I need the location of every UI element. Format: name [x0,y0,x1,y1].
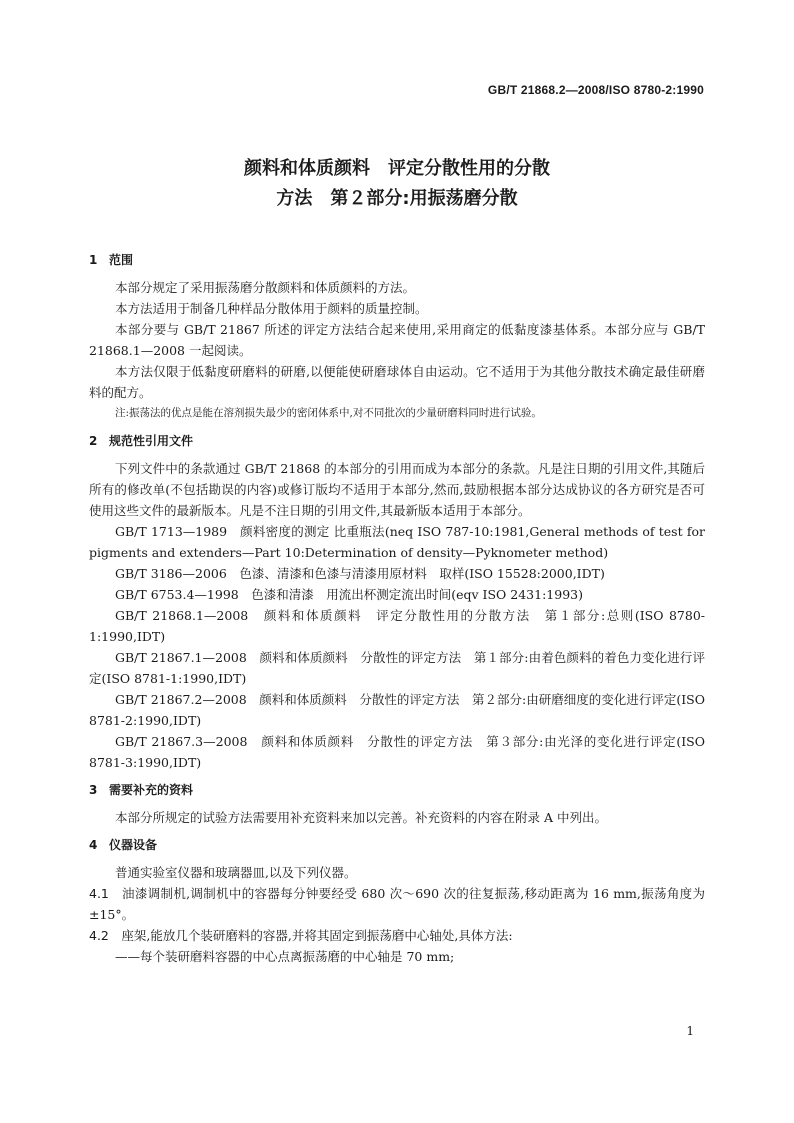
section-title: 仪器设备 [109,838,158,852]
reference-item: GB/T 21867.1—2008 颜料和体质颜料 分散性的评定方法 第１部分:由着色颜料的着色力变化进行评定(ISO 8781-1:1990,IDT) [89,650,705,686]
paragraph: 本方法仅限于低黏度研磨料的研磨,以便能使研磨球体自由运动。它不适用于为其他分散技术确定最佳研磨料的配方。 [89,364,705,400]
reference-item: GB/T 21867.2—2008 颜料和体质颜料 分散性的评定方法 第２部分:由研磨细度的变化进行评定(ISO 8781-2:1990,IDT) [89,692,705,728]
paragraph: 本部分所规定的试验方法需要用补充资料来加以完善。补充资料的内容在附录 A 中列出。 [115,810,607,825]
paragraph: 普通实验室仪器和玻璃器皿,以及下列仪器。 [115,865,357,880]
reference-item: GB/T 1713—1989 颜料密度的测定 比重瓶法(neq ISO 787-10:1981,General methods of test for pigments and extenders—Part 10:Determination of density—Pyknometer method) [89,524,705,560]
reference-item: GB/T 21867.3—2008 颜料和体质颜料 分散性的评定方法 第３部分:由光泽的变化进行评定(ISO 8781-3:1990,IDT) [89,734,705,770]
paragraph: 本部分规定了采用振荡磨分散颜料和体质颜料的方法。 [115,280,416,295]
document-title-line1: 颜料和体质颜料 评定分散性用的分散 [244,158,550,179]
reference-item: GB/T 6753.4—1998 色漆和清漆 用流出杯测定流出时间(eqv ISO 2431:1993) [115,587,583,602]
reference-item: GB/T 21868.1—2008 颜料和体质颜料 评定分散性用的分散方法 第１部分:总则(ISO 8780-1:1990,IDT) [89,608,705,644]
document-body [89,251,705,967]
section-4-heading [89,836,705,854]
reference-item: GB/T 3186—2006 色漆、清漆和色漆与清漆用原材料 取样(ISO 15528:2000,IDT) [115,566,605,581]
clause-number: 4.1 [89,886,109,901]
section-3-heading [89,781,705,799]
section-title: 需要补充的资料 [109,783,194,797]
section-number: 2 [89,434,98,448]
clause-4-1 [89,883,705,925]
section-title: 范围 [109,253,134,267]
clause-4-2 [89,925,705,946]
paragraph: 下列文件中的条款通过 GB/T 21868 的本部分的引用而成为本部分的条款。凡是注日期的引用文件,其随后所有的修改单(不包括勘误的内容)或修订版均不适用于本部分,然而,鼓励根据本部分达成协议的各方研究是否可使用这些文件的最新版本。凡是不注日期的引用文件,其最新版本适用于本部分。 [89,461,705,518]
clause-number: 4.2 [89,928,109,943]
note: 注:振荡法的优点是能在溶剂损失最少的密闭体系中,对不同批次的少量研磨料同时进行试验。 [115,407,542,419]
section-title: 规范性引用文件 [109,434,194,448]
section-2-heading [89,432,705,450]
section-number: 4 [89,838,98,852]
clause-text: 座架,能放几个装研磨料的容器,并将其固定到振荡磨中心轴处,具体方法: [121,928,513,943]
standard-code: GB/T 21868.2—2008/ISO 8780-2:1990 [487,83,704,97]
section-number: 1 [89,253,98,267]
clause-text: 油漆调制机,调制机中的容器每分钟要经受 680 次～690 次的往复振荡,移动距离为 16 mm,振荡角度为±15°。 [89,886,705,922]
page-number: 1 [686,1024,694,1038]
paragraph: 本部分要与 GB/T 21867 所述的评定方法结合起来使用,采用商定的低黏度漆基体系。本部分应与 GB/T 21868.1—2008 一起阅读。 [89,322,705,358]
document-title-line2: 方法 第２部分:用振荡磨分散 [276,188,518,209]
section-number: 3 [89,783,98,797]
section-1-heading [89,251,705,269]
paragraph: 本方法适用于制备几种样品分散体用于颜料的质量控制。 [115,301,428,316]
dash-list-item: ——每个装研磨料容器的中心点离振荡磨的中心轴是 70 mm; [115,949,455,964]
